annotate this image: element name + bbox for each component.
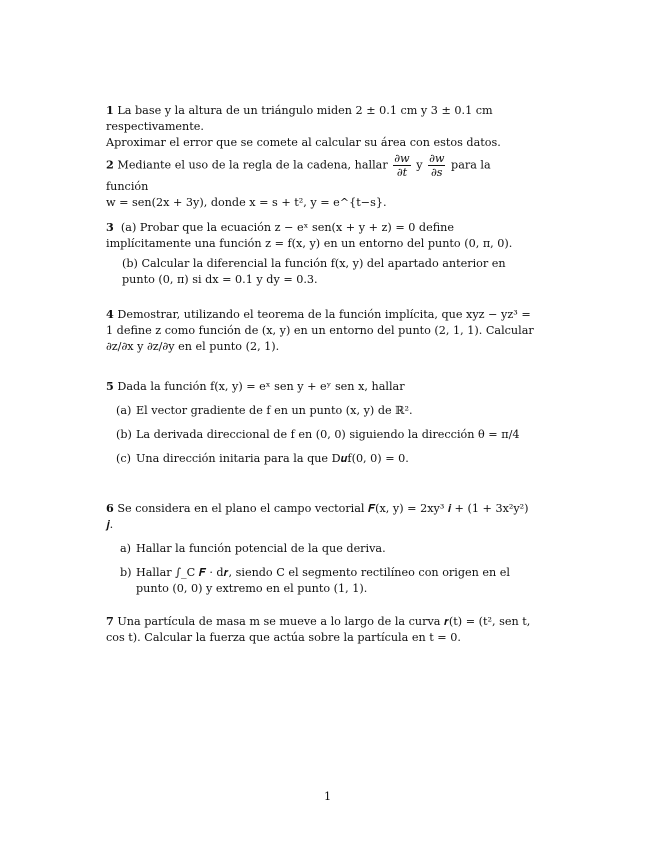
problem-number: 7 (106, 614, 114, 628)
problem-5-intro-text: Dada la función f(x, y) = eˣ sen y + eʸ sen x, hallar (117, 380, 405, 393)
list-item (106, 541, 536, 557)
problem-3-part-a (106, 219, 536, 252)
problem-number: 3 (106, 220, 114, 234)
item-label: a) (120, 542, 132, 555)
problem-3-part-b (122, 256, 536, 288)
problem-1-line2: Aproximar el error que se comete al calcular su área con estos datos. (106, 136, 501, 149)
problem-2-pre: Mediante el uso de la regla de la cadena, hallar (117, 158, 388, 172)
problem-7-text: Una partícula de masa m se mueve a lo largo de la curva 𝒓(t) = (t², sen t, cos t). Calcular la fuerza que actúa sobre la partícula en t = 0. (106, 615, 531, 644)
list-item (106, 427, 536, 443)
item-text: La derivada direccional de f en (0, 0) siguiendo la dirección θ = π/4 (136, 428, 520, 441)
item-label: (b) (116, 428, 132, 441)
problem-2-post: para la función (106, 158, 491, 193)
problem-3-a-text: (a) Probar que la ecuación z − eˣ sen(x + y + z) = 0 define implícitamente una función z = f(x, y) en un entorno del punto (0, π, 0). (106, 221, 513, 250)
problem-number: 1 (106, 103, 114, 117)
problem-number: 4 (106, 307, 114, 321)
fraction-dw-ds: $\frac{\partial w}{\partial s}$ (429, 152, 445, 179)
problem-1 (106, 102, 536, 151)
problem-number: 5 (106, 379, 114, 393)
problem-1-line1: La base y la altura de un triángulo miden 2 ± 0.1 cm y 3 ± 0.1 cm respectivamente. (106, 104, 493, 133)
item-label: (c) (116, 452, 131, 465)
problem-6-intro-text: Se considera en el plano el campo vectorial 𝑭(x, y) = 2xy³ 𝒊 + (1 + 3x²y²) 𝒋. (106, 502, 529, 531)
problem-5 (106, 378, 536, 475)
problem-2 (106, 152, 536, 211)
problem-4 (106, 306, 536, 355)
item-text: Hallar la función potencial de la que deriva. (136, 542, 386, 555)
item-text: Una dirección initaria para la que D𝒖f(0, 0) = 0. (136, 452, 409, 465)
problem-6 (106, 500, 536, 605)
fraction-dw-dt: $\frac{\partial w}{\partial t}$ (394, 152, 410, 179)
problem-7 (106, 613, 536, 646)
problem-5-intro (106, 378, 536, 395)
item-label: (a) (116, 404, 132, 417)
problem-6-intro (106, 500, 536, 533)
list-item (106, 451, 536, 467)
problem-3-b-text: (b) Calcular la diferencial la función f(x, y) del apartado anterior en punto (0, π) si dx = 0.1 y dy = 0.3. (122, 257, 506, 286)
item-text: Hallar ∫_C 𝑭 · d𝒓, siendo C el segmento rectilíneo con origen en el punto (0, 0) y extremo en el punto (1, 1). (136, 566, 510, 595)
problem-3 (106, 219, 536, 288)
problem-number: 6 (106, 501, 114, 515)
list-item (106, 403, 536, 419)
problem-2-line2: w = sen(2x + 3y), donde x = s + t², y = e^{t−s}. (106, 196, 387, 209)
conjunction: y (416, 158, 423, 172)
item-text: El vector gradiente de f en un punto (x, y) de ℝ². (136, 404, 413, 417)
problem-number: 2 (106, 157, 114, 172)
list-item (106, 565, 536, 597)
page-number: 1 (323, 790, 332, 803)
item-label: b) (120, 566, 132, 579)
problem-4-text: Demostrar, utilizando el teorema de la función implícita, que xyz − yz³ = 1 define z como función de (x, y) en un entorno del punto (2, 1, 1). Calcular ∂z/∂x y ∂z/∂y en el punto (2, 1). (106, 308, 534, 353)
